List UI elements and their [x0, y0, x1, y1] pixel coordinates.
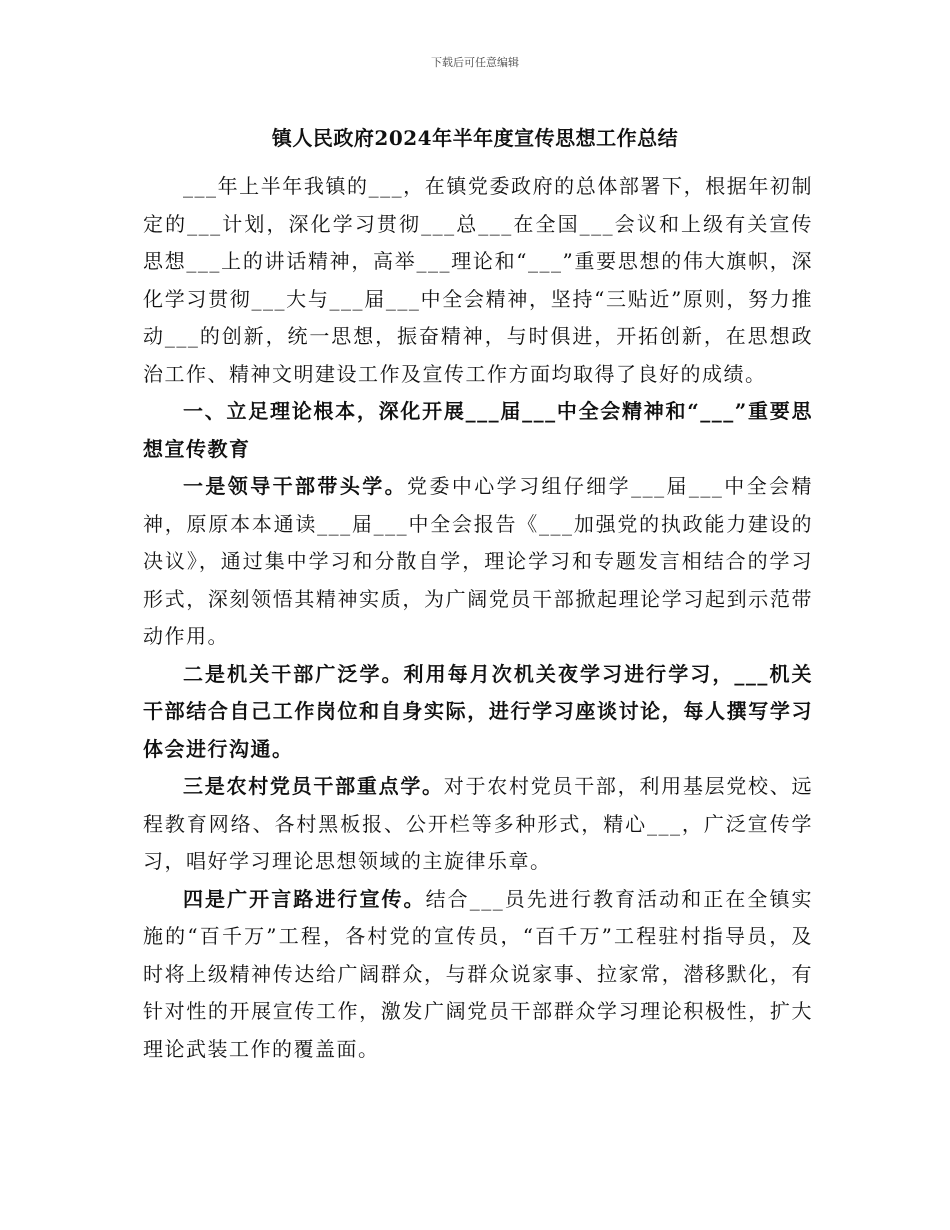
- paragraph-text: 结合___员先进行教育活动和正在全镇实施的“百千万”工程，各村党的宣传员，“百千万”工程驻村指导员，及时将上级精神传达给广阔群众，与群众说家事、拉家常，潜移默化，有针对性的开展宣传工作，激发广阔党员干部群众学习理论积极性，扩大理论武装工作的覆盖面。: [143, 886, 814, 1061]
- paragraph-intro: [143, 168, 813, 393]
- paragraph-lead: 四是广开言路进行宣传。: [183, 886, 426, 911]
- document-title: 镇人民政府2024年半年度宣传思想工作总结: [271, 126, 679, 150]
- paragraph-lead: 三是农村党员干部重点学。: [183, 774, 444, 798]
- paragraph-lead: 二是机关干部广泛学。利用每月次机关夜学习进行学习，___机关干部结合自己工作岗位和自身实际，进行学习座谈讨论，每人撰写学习体会进行沟通。: [143, 661, 813, 761]
- paragraph-text: 党委中心学习组仔细学___届___中全会精神，原原本本通读___届___中全会报告《___加强党的执政能力建设的决议》，通过集中学习和分散自学，理论学习和专题发言相结合的学习形式，深刻领悟其精神实质，为广阔党员干部掀起理论学习起到示范带动作用。: [143, 474, 814, 648]
- page-header-note: 下载后可任意编辑: [431, 56, 519, 69]
- paragraph-leaders-study: [143, 468, 813, 656]
- paragraph-lead: 一是领导干部带头学。: [183, 474, 408, 498]
- paragraph-rural-study: [143, 768, 813, 881]
- paragraph-cadres-study: [143, 656, 813, 769]
- document-body: [143, 168, 813, 1068]
- paragraph-text: 对于农村党员干部，利用基层党校、远程教育网络、各村黑板报、公开栏等多种形式，精心___，广泛宣传学习，唱好学习理论思想领域的主旋律乐章。: [143, 774, 814, 873]
- paragraph-publicity: [143, 881, 813, 1069]
- paragraph-text: ___年上半年我镇的___，在镇党委政府的总体部署下，根据年初制定的___计划，深化学习贯彻___总___在全国___会议和上级有关宣传思想___上的讲话精神，高举___理论和“___”重要思想的伟大旗帜，深化学习贯彻___大与___届___中全会精神，坚持“三贴近”原则，努力推动___的创新，统一思想，振奋精神，与时俱进，开拓创新，在思想政治工作、精神文明建设工作及宣传工作方面均取得了良好的成绩。: [143, 174, 813, 386]
- section-heading-text: 一、立足理论根本，深化开展___届___中全会精神和“___”重要思想宣传教育: [143, 399, 813, 461]
- section-heading-1: [143, 393, 813, 468]
